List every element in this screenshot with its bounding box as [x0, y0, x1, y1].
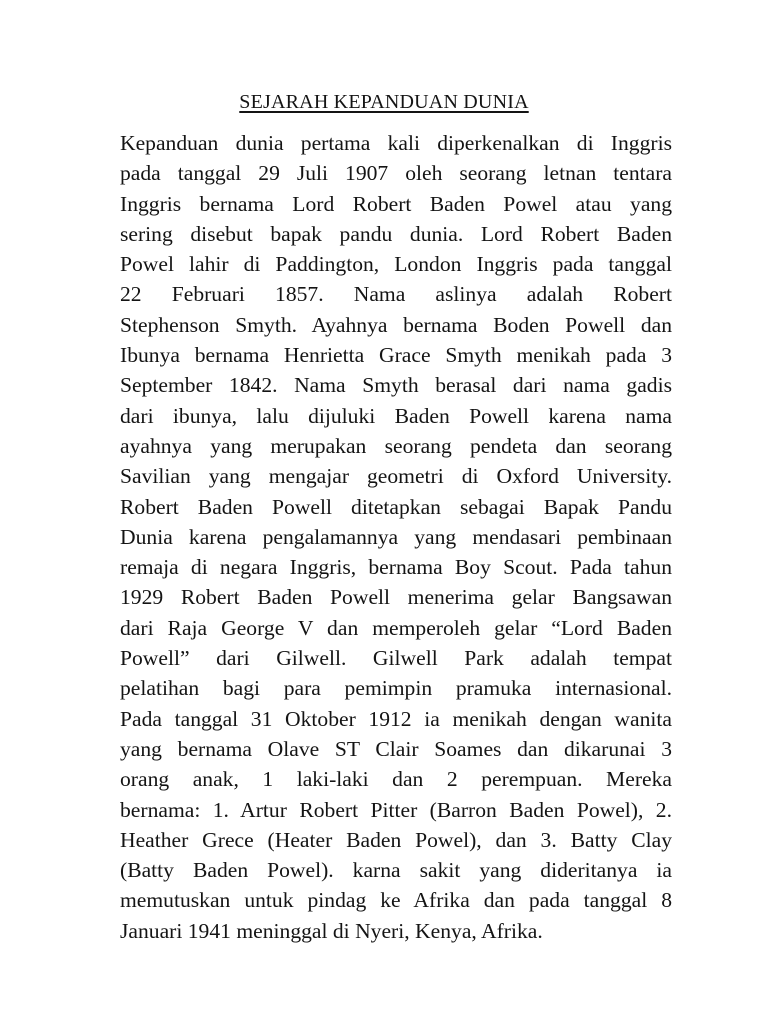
body-line: Robert Baden Powell ditetapkan sebagai Bapak Pandu: [120, 494, 672, 519]
body-line: sering disebut bapak pandu dunia. Lord Robert Baden: [120, 221, 672, 246]
body-line: Heather Grece (Heater Baden Powel), dan 3. Batty Clay: [120, 827, 672, 852]
body-line-last: Januari 1941 meninggal di Nyeri, Kenya, Afrika.: [120, 918, 543, 943]
document-body: [120, 128, 672, 946]
body-line: Kepanduan dunia pertama kali diperkenalkan di Inggris: [120, 131, 672, 155]
body-line: dari Raja George V dan memperoleh gelar “Lord Baden: [120, 615, 672, 640]
body-line: Stephenson Smyth. Ayahnya bernama Boden Powell dan: [120, 312, 672, 337]
body-line: orang anak, 1 laki-laki dan 2 perempuan. Mereka: [120, 767, 672, 792]
body-line: September 1842. Nama Smyth berasal dari nama gadis: [120, 373, 672, 398]
body-line: Pada tanggal 31 Oktober 1912 ia menikah dengan wanita: [120, 706, 672, 731]
body-line: 1929 Robert Baden Powell menerima gelar Bangsawan: [120, 585, 672, 610]
body-line: Powell” dari Gilwell. Gilwell Park adalah tempat: [120, 646, 672, 671]
body-line: (Batty Baden Powel). karna sakit yang dideritanya ia: [120, 858, 672, 883]
body-line: Ibunya bernama Henrietta Grace Smyth menikah pada 3: [120, 343, 672, 368]
body-line: remaja di negara Inggris, bernama Boy Scout. Pada tahun: [120, 555, 672, 580]
body-line: 22 Februari 1857. Nama aslinya adalah Robert: [120, 282, 672, 307]
body-line: Inggris bernama Lord Robert Baden Powel atau yang: [120, 191, 672, 216]
body-line: ayahnya yang merupakan seorang pendeta dan seorang: [120, 433, 672, 458]
body-line: memutuskan untuk pindag ke Afrika dan pada tanggal 8: [120, 888, 672, 913]
body-line: yang bernama Olave ST Clair Soames dan dikarunai 3: [120, 736, 672, 761]
document-title: SEJARAH KEPANDUAN DUNIA: [239, 91, 529, 113]
body-line: bernama: 1. Artur Robert Pitter (Barron Baden Powel), 2.: [120, 797, 672, 822]
body-line: Savilian yang mengajar geometri di Oxford University.: [120, 464, 672, 489]
body-line: pelatihan bagi para pemimpin pramuka internasional.: [120, 676, 672, 701]
body-line: Powel lahir di Paddington, London Inggris pada tanggal: [120, 252, 672, 277]
body-line: pada tanggal 29 Juli 1907 oleh seorang letnan tentara: [120, 161, 672, 186]
body-line: dari ibunya, lalu dijuluki Baden Powell karena nama: [120, 403, 672, 428]
body-line: Dunia karena pengalamannya yang mendasari pembinaan: [120, 524, 672, 549]
